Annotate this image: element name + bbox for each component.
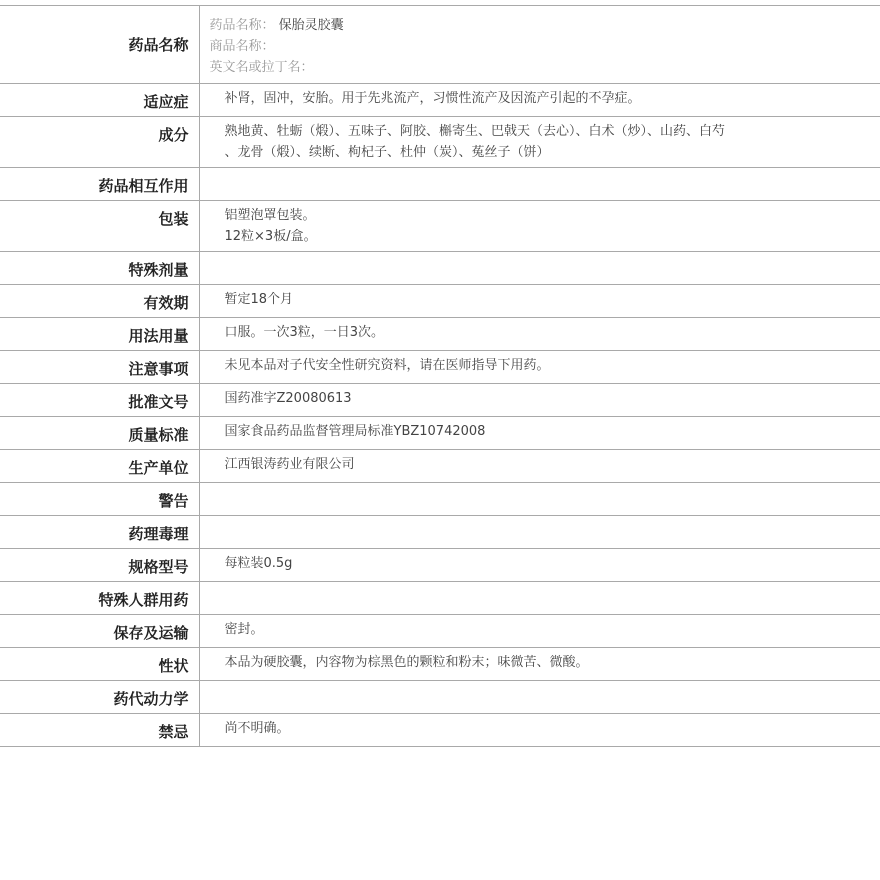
table-row	[0, 252, 880, 285]
name-line-trade	[210, 36, 871, 57]
row-value-line: 每粒装0.5g	[224, 556, 293, 571]
row-value-line: 尚不明确。	[224, 721, 290, 736]
row-label: 注意事项	[0, 351, 199, 384]
row-label: 特殊剂量	[0, 252, 199, 285]
row-label: 药理毒理	[0, 516, 199, 549]
table-row	[0, 582, 880, 615]
name-line-generic	[210, 15, 871, 36]
row-label: 保存及运输	[0, 615, 199, 648]
drug-name-cell	[199, 6, 880, 84]
row-label: 批准文号	[0, 384, 199, 417]
row-label: 药品名称	[0, 6, 199, 84]
row-value	[199, 648, 880, 681]
table-row	[0, 714, 880, 747]
table-row	[0, 84, 880, 117]
row-value	[199, 714, 880, 747]
row-value	[199, 384, 880, 417]
row-value	[199, 417, 880, 450]
table-row	[0, 318, 880, 351]
drug-info-body	[0, 6, 880, 747]
row-value-line: 铝塑泡罩包装。	[224, 208, 316, 223]
table-row-drug-name	[0, 6, 880, 84]
row-value-line: 江西银涛药业有限公司	[224, 457, 355, 472]
row-value	[199, 201, 880, 252]
row-value	[199, 84, 880, 117]
row-value-line: 口服。一次3粒，一日3次。	[224, 325, 385, 340]
row-label: 禁忌	[0, 714, 199, 747]
table-row	[0, 483, 880, 516]
row-value-line: 、龙骨（煅）、续断、枸杞子、杜仲（炭）、菟丝子（饼）	[224, 145, 550, 160]
row-value	[199, 483, 880, 516]
row-value-line: 熟地黄、牡蛎（煅）、五味子、阿胶、槲寄生、巴戟天（去心）、白术（炒）、山药、白芍	[224, 124, 726, 139]
table-row	[0, 615, 880, 648]
row-label: 质量标准	[0, 417, 199, 450]
name-line-latin	[210, 57, 871, 78]
table-row	[0, 516, 880, 549]
table-row	[0, 351, 880, 384]
row-value-line: 暂定18个月	[224, 292, 294, 307]
table-row	[0, 549, 880, 582]
table-row	[0, 285, 880, 318]
table-row	[0, 168, 880, 201]
row-label: 药品相互作用	[0, 168, 199, 201]
row-value	[199, 252, 880, 285]
name-key: 英文名或拉丁名：	[209, 60, 314, 75]
row-label: 适应症	[0, 84, 199, 117]
table-row	[0, 117, 880, 168]
row-value-line: 密封。	[224, 622, 264, 637]
row-value	[199, 117, 880, 168]
row-value-line: 国药准字Z20080613	[224, 391, 352, 406]
row-label: 性状	[0, 648, 199, 681]
row-value-line: 补肾，固冲，安胎。用于先兆流产，习惯性流产及因流产引起的不孕症。	[224, 91, 641, 106]
table-row	[0, 417, 880, 450]
name-value: 保胎灵胶囊	[278, 18, 344, 33]
row-value	[199, 549, 880, 582]
row-label: 药代动力学	[0, 681, 199, 714]
row-label: 警告	[0, 483, 199, 516]
row-label: 包装	[0, 201, 199, 252]
row-value-line: 未见本品对子代安全性研究资料，请在医师指导下用药。	[224, 358, 550, 373]
row-value-line: 本品为硬胶囊，内容物为棕黑色的颗粒和粉末；味微苦、微酸。	[224, 655, 589, 670]
row-value	[199, 318, 880, 351]
row-label: 用法用量	[0, 318, 199, 351]
row-value	[199, 582, 880, 615]
row-value	[199, 450, 880, 483]
name-key: 药品名称：	[209, 18, 275, 33]
row-value	[199, 681, 880, 714]
row-value	[199, 285, 880, 318]
table-row	[0, 450, 880, 483]
row-value-line: 12粒×3板/盒。	[224, 229, 317, 244]
row-value	[199, 168, 880, 201]
row-value	[199, 351, 880, 384]
table-row	[0, 681, 880, 714]
row-value-line: 国家食品药品监督管理局标准YBZ10742008	[224, 424, 486, 439]
row-value	[199, 615, 880, 648]
row-value	[199, 516, 880, 549]
drug-name-block	[200, 6, 880, 83]
drug-info-table	[0, 5, 880, 747]
table-row	[0, 648, 880, 681]
table-row	[0, 384, 880, 417]
row-label: 特殊人群用药	[0, 582, 199, 615]
table-row	[0, 201, 880, 252]
row-label: 规格型号	[0, 549, 199, 582]
row-label: 有效期	[0, 285, 199, 318]
name-key: 商品名称：	[209, 39, 275, 54]
row-label: 生产单位	[0, 450, 199, 483]
row-label: 成分	[0, 117, 199, 168]
